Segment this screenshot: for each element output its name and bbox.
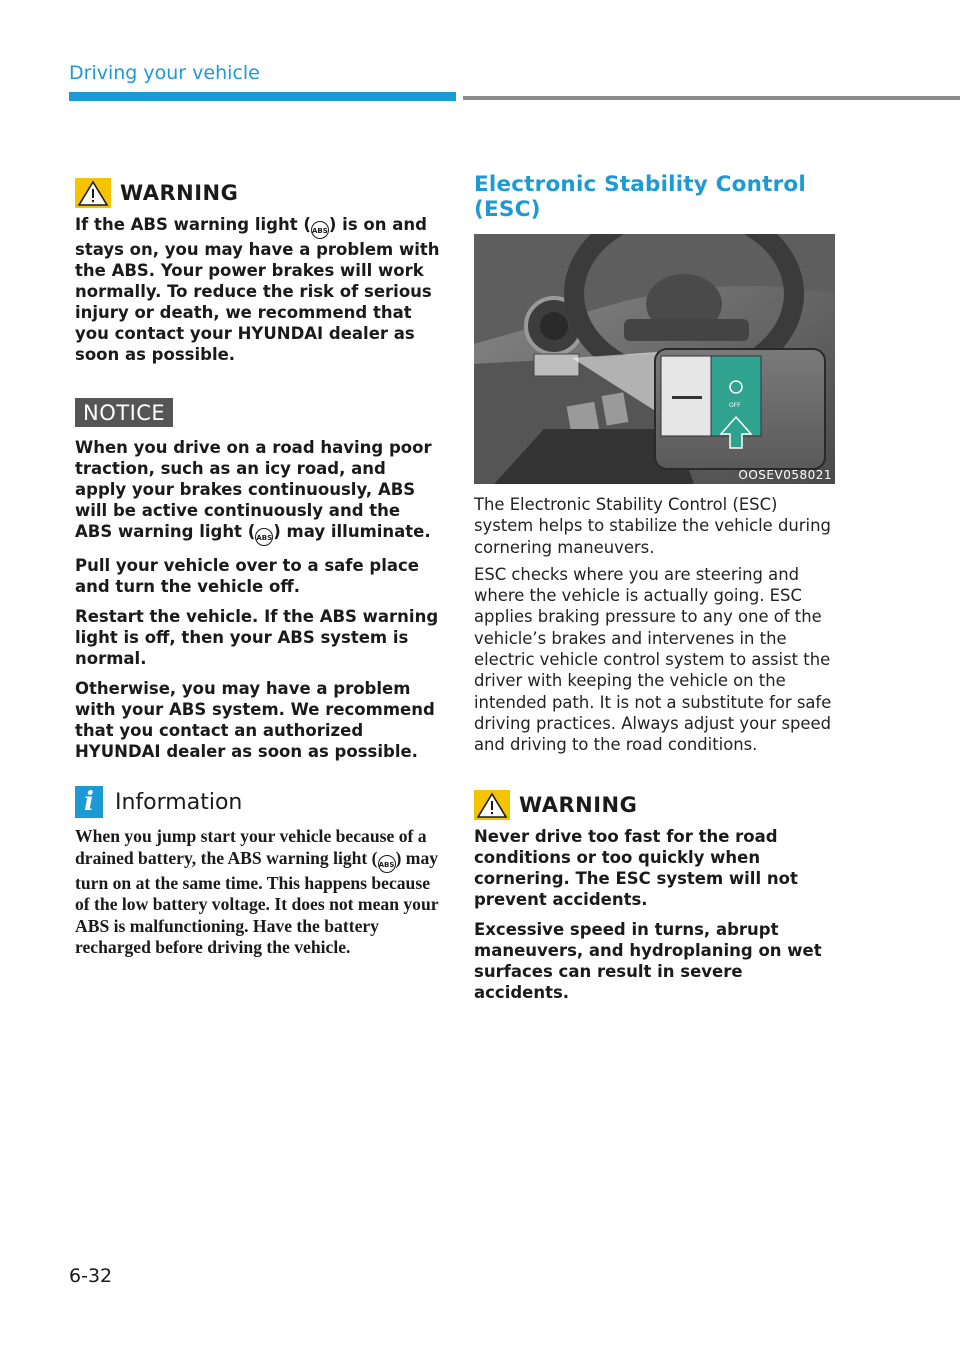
esc-button-figure [474, 234, 835, 484]
esc-warning-paragraph-1: Never drive too fast for the road conditions or too quickly when cornering. The ESC system will not prevent accidents. [474, 826, 798, 909]
section-header-title: Driving your vehicle [69, 62, 260, 84]
esc-warning-paragraph-2: Excessive speed in turns, abrupt maneuvers, and hydroplaning on wet surfaces can result in severe accidents. [474, 919, 822, 1002]
esc-paragraph-1: The Electronic Stability Control (ESC) system helps to stabilize the vehicle during cornering maneuvers. [474, 495, 831, 557]
left-column [75, 178, 440, 959]
notice-paragraph-1: When you drive on a road having poor traction, such as an icy road, and apply your brakes continuously, ABS will be active continuously and the ABS warning light (ABS) may illuminate. [75, 437, 440, 546]
notice-paragraph-3: Restart the vehicle. If the ABS warning light is off, then your ABS system is normal. [75, 607, 439, 668]
notice-paragraph-2: Pull your vehicle over to a safe place and turn the vehicle off. [75, 556, 419, 596]
header-rule-blue [69, 92, 456, 101]
abs-light-icon: ABS [255, 528, 273, 546]
page-number: 6-32 [69, 1265, 113, 1287]
information-heading [75, 784, 440, 820]
information-icon: i [75, 786, 103, 818]
dashboard-illustration [474, 234, 835, 484]
information-text: When you jump start your vehicle because of a drained battery, the ABS warning light (ABS) may turn on at the same time. This happens because of the low battery voltage. It does not mean your ABS is malfunctioning. Have the battery recharged before driving the vehicle. [75, 826, 439, 958]
esc-section-title: Electronic Stability Control (ESC) [474, 172, 806, 222]
warning-triangle-icon [75, 178, 111, 208]
information-label: Information [115, 789, 243, 815]
abs-light-icon: ABS [378, 855, 396, 873]
abs-warning-text: If the ABS warning light (ABS) is on and stays on, you may have a problem with the ABS. Your power brakes will work normally. To reduce the risk of serious injury or death, we recommend that you contact your HYUNDAI dealer as soon as possible. [75, 215, 440, 364]
header-rule-gray [463, 96, 960, 100]
notice-badge: NOTICE [75, 398, 173, 427]
esc-warning-block [474, 790, 839, 1003]
figure-code: OOSEV058021 [738, 468, 832, 482]
warning-label: WARNING [519, 792, 638, 817]
right-column [474, 172, 839, 1012]
abs-warning-heading [75, 178, 440, 208]
esc-warning-heading [474, 790, 839, 820]
esc-paragraph-2: ESC checks where you are steering and where the vehicle is actually going. ESC applies braking pressure to any one of the vehicle’s brakes and intervenes in the electric vehicle control system to assist the driver with keeping the vehicle on the intended path. It is not a substitute for safe driving practices. Always adjust your speed and driving to the road conditions. [474, 564, 832, 755]
notice-paragraph-4: Otherwise, you may have a problem with your ABS system. We recommend that you contact an authorized HYUNDAI dealer as soon as possible. [75, 679, 435, 761]
warning-triangle-icon [474, 790, 510, 820]
esc-off-button-label: OFF [729, 402, 741, 409]
abs-light-icon: ABS [311, 221, 329, 239]
warning-label: WARNING [120, 181, 239, 205]
